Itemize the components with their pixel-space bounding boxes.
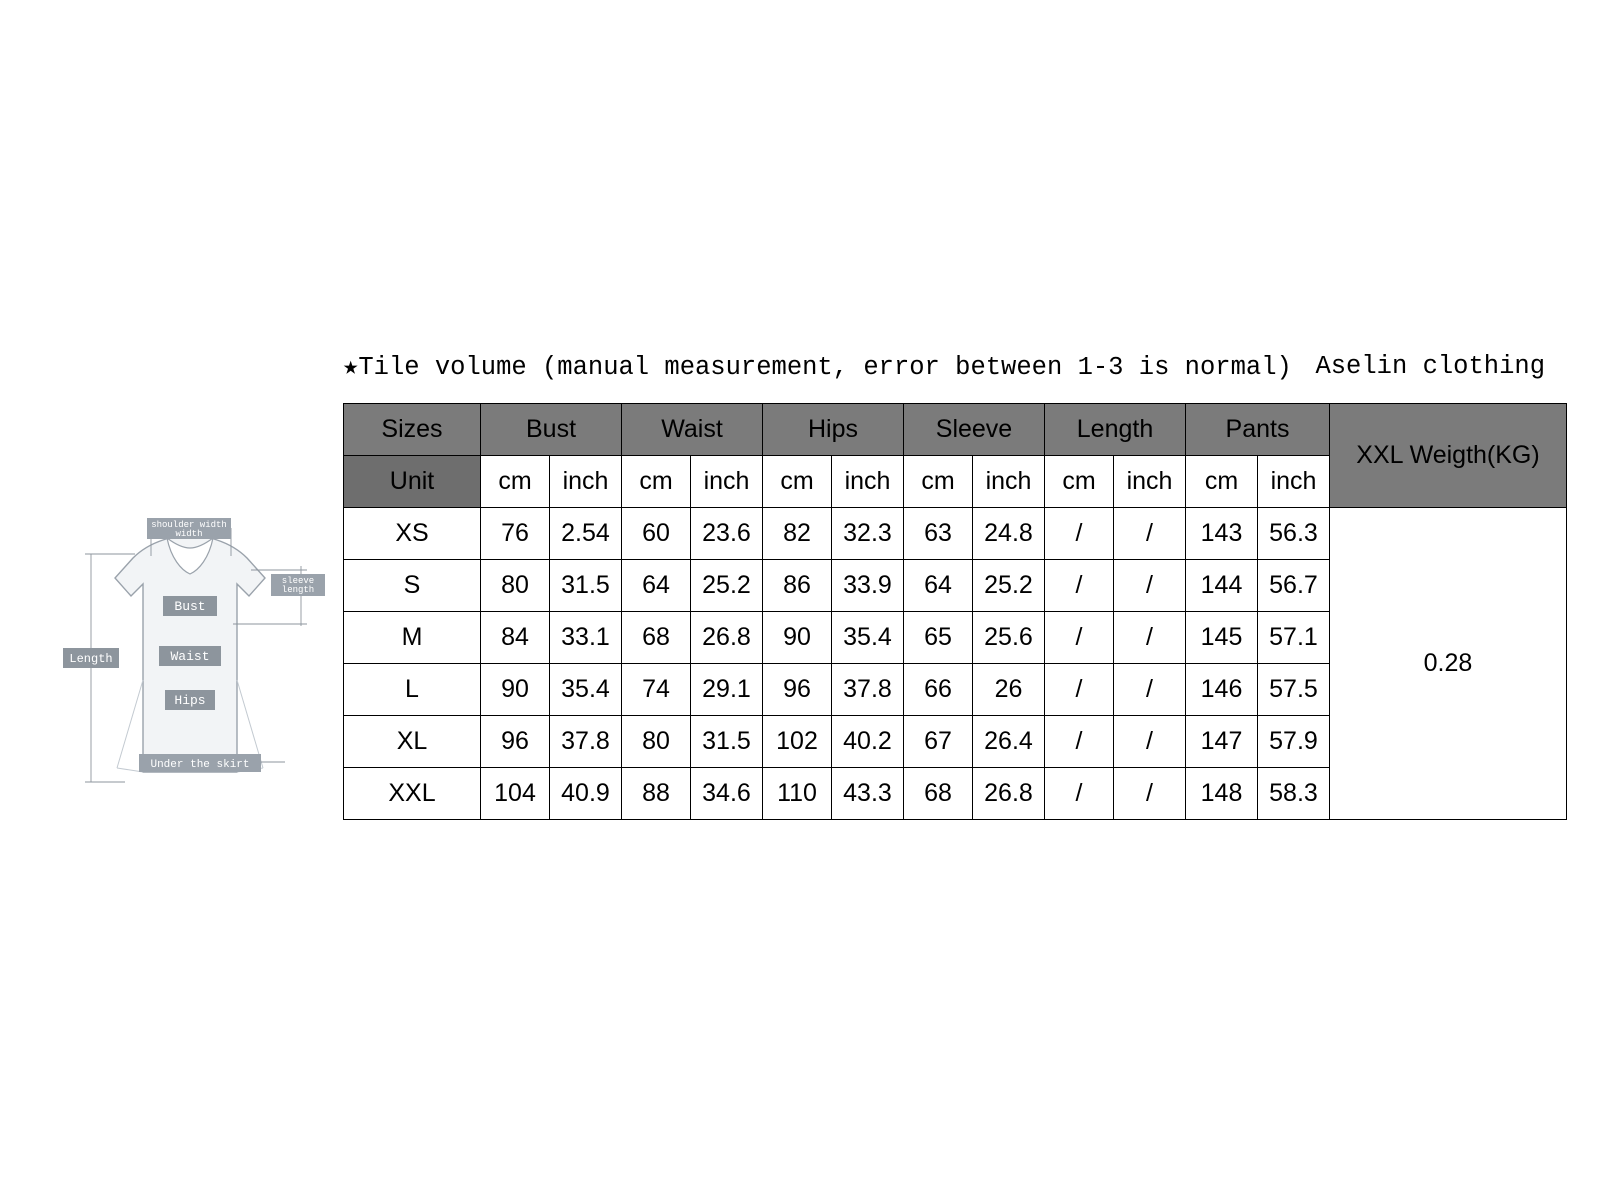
table-header-row-1: [344, 404, 1567, 456]
label-bust: Bust: [174, 599, 206, 614]
brand-name: Aselin clothing: [1315, 351, 1545, 381]
cell-hips-cm: 82: [763, 508, 832, 560]
cell-waist-cm: 60: [622, 508, 691, 560]
cell-sleeve-cm: 65: [904, 612, 973, 664]
cell-waist-cm: 74: [622, 664, 691, 716]
garment-diagram-svg: [55, 500, 325, 800]
cell-bust-cm: 96: [481, 716, 550, 768]
header-pants-cm: cm: [1186, 456, 1258, 508]
cell-bust-inch: 2.54: [550, 508, 622, 560]
header-length-inch: inch: [1114, 456, 1186, 508]
cell-hips-inch: 37.8: [832, 664, 904, 716]
header-hips-cm: cm: [763, 456, 832, 508]
cell-pants-cm: 144: [1186, 560, 1258, 612]
cell-waist-cm: 80: [622, 716, 691, 768]
cell-bust-inch: 37.8: [550, 716, 622, 768]
cell-hips-cm: 110: [763, 768, 832, 820]
cell-length-cm: /: [1045, 508, 1114, 560]
cell-hips-inch: 35.4: [832, 612, 904, 664]
cell-sleeve-cm: 66: [904, 664, 973, 716]
cell-length-cm: /: [1045, 612, 1114, 664]
cell-sleeve-cm: 64: [904, 560, 973, 612]
cell-pants-inch: 57.9: [1258, 716, 1330, 768]
cell-waist-inch: 29.1: [691, 664, 763, 716]
cell-sleeve-inch: 24.8: [973, 508, 1045, 560]
header-hips: Hips: [763, 404, 904, 456]
cell-length-inch: /: [1114, 716, 1186, 768]
header-waist: Waist: [622, 404, 763, 456]
cell-pants-cm: 143: [1186, 508, 1258, 560]
cell-waist-inch: 31.5: [691, 716, 763, 768]
cell-sleeve-cm: 68: [904, 768, 973, 820]
cell-bust-inch: 33.1: [550, 612, 622, 664]
cell-pants-cm: 146: [1186, 664, 1258, 716]
cell-waist-inch: 23.6: [691, 508, 763, 560]
cell-waist-inch: 34.6: [691, 768, 763, 820]
header-sleeve-cm: cm: [904, 456, 973, 508]
cell-bust-inch: 31.5: [550, 560, 622, 612]
cell-waist-inch: 26.8: [691, 612, 763, 664]
cell-pants-inch: 58.3: [1258, 768, 1330, 820]
cell-hips-cm: 90: [763, 612, 832, 664]
cell-pants-cm: 147: [1186, 716, 1258, 768]
cell-length-inch: /: [1114, 664, 1186, 716]
header-sizes: Sizes: [344, 404, 481, 456]
cell-bust-inch: 35.4: [550, 664, 622, 716]
cell-length-cm: /: [1045, 716, 1114, 768]
cell-hips-cm: 102: [763, 716, 832, 768]
cell-bust-cm: 76: [481, 508, 550, 560]
cell-bust-cm: 104: [481, 768, 550, 820]
header-bust: Bust: [481, 404, 622, 456]
label-shoulder-width-line1: shoulder width: [151, 520, 227, 530]
cell-sleeve-inch: 25.6: [973, 612, 1045, 664]
cell-hips-inch: 40.2: [832, 716, 904, 768]
cell-pants-inch: 57.1: [1258, 612, 1330, 664]
cell-bust-cm: 90: [481, 664, 550, 716]
cell-length-cm: /: [1045, 768, 1114, 820]
header-waist-inch: inch: [691, 456, 763, 508]
header-sleeve-inch: inch: [973, 456, 1045, 508]
cell-pants-cm: 148: [1186, 768, 1258, 820]
chart-title-row: [343, 345, 1553, 387]
label-hips: Hips: [174, 693, 206, 708]
cell-sleeve-cm: 63: [904, 508, 973, 560]
cell-pants-inch: 56.3: [1258, 508, 1330, 560]
cell-waist-cm: 68: [622, 612, 691, 664]
table-row: [344, 508, 1567, 560]
label-sleeve-line2: length: [281, 585, 315, 595]
cell-length-cm: /: [1045, 664, 1114, 716]
cell-length-inch: /: [1114, 508, 1186, 560]
cell-sleeve-inch: 26.8: [973, 768, 1045, 820]
garment-diagram: [55, 500, 325, 800]
header-bust-cm: cm: [481, 456, 550, 508]
cell-hips-inch: 33.9: [832, 560, 904, 612]
chart-title-main: ★Tile volume (manual measurement, error between 1-3 is normal): [343, 352, 1292, 382]
cell-size: XXL: [344, 768, 481, 820]
cell-size: M: [344, 612, 481, 664]
cell-waist-cm: 64: [622, 560, 691, 612]
cell-waist-inch: 25.2: [691, 560, 763, 612]
label-length: Length: [69, 652, 113, 666]
cell-length-inch: /: [1114, 612, 1186, 664]
header-bust-inch: inch: [550, 456, 622, 508]
cell-size: XS: [344, 508, 481, 560]
cell-pants-cm: 145: [1186, 612, 1258, 664]
cell-bust-cm: 84: [481, 612, 550, 664]
cell-hips-cm: 86: [763, 560, 832, 612]
cell-hips-inch: 43.3: [832, 768, 904, 820]
cell-waist-cm: 88: [622, 768, 691, 820]
size-chart-table: [343, 403, 1567, 820]
label-under-the-skirt: Under the skirt: [150, 759, 250, 771]
header-length: Length: [1045, 404, 1186, 456]
cell-pants-inch: 57.5: [1258, 664, 1330, 716]
label-waist: Waist: [170, 649, 210, 664]
header-waist-cm: cm: [622, 456, 691, 508]
cell-size: XL: [344, 716, 481, 768]
cell-hips-cm: 96: [763, 664, 832, 716]
cell-bust-inch: 40.9: [550, 768, 622, 820]
label-sleeve-line1: sleeve: [281, 576, 315, 586]
header-hips-inch: inch: [832, 456, 904, 508]
header-sleeve: Sleeve: [904, 404, 1045, 456]
cell-sleeve-inch: 25.2: [973, 560, 1045, 612]
cell-hips-inch: 32.3: [832, 508, 904, 560]
header-pants-inch: inch: [1258, 456, 1330, 508]
cell-bust-cm: 80: [481, 560, 550, 612]
cell-size: L: [344, 664, 481, 716]
cell-sleeve-inch: 26.4: [973, 716, 1045, 768]
cell-length-cm: /: [1045, 560, 1114, 612]
cell-length-inch: /: [1114, 560, 1186, 612]
label-shoulder-width-line2: width: [175, 529, 203, 539]
header-pants: Pants: [1186, 404, 1330, 456]
cell-pants-inch: 56.7: [1258, 560, 1330, 612]
cell-size: S: [344, 560, 481, 612]
header-length-cm: cm: [1045, 456, 1114, 508]
header-xxl-weight: XXL Weigth(KG): [1330, 404, 1567, 508]
cell-xxl-weight: 0.28: [1330, 508, 1567, 820]
cell-sleeve-inch: 26: [973, 664, 1045, 716]
header-unit: Unit: [344, 456, 481, 508]
cell-length-inch: /: [1114, 768, 1186, 820]
cell-sleeve-cm: 67: [904, 716, 973, 768]
